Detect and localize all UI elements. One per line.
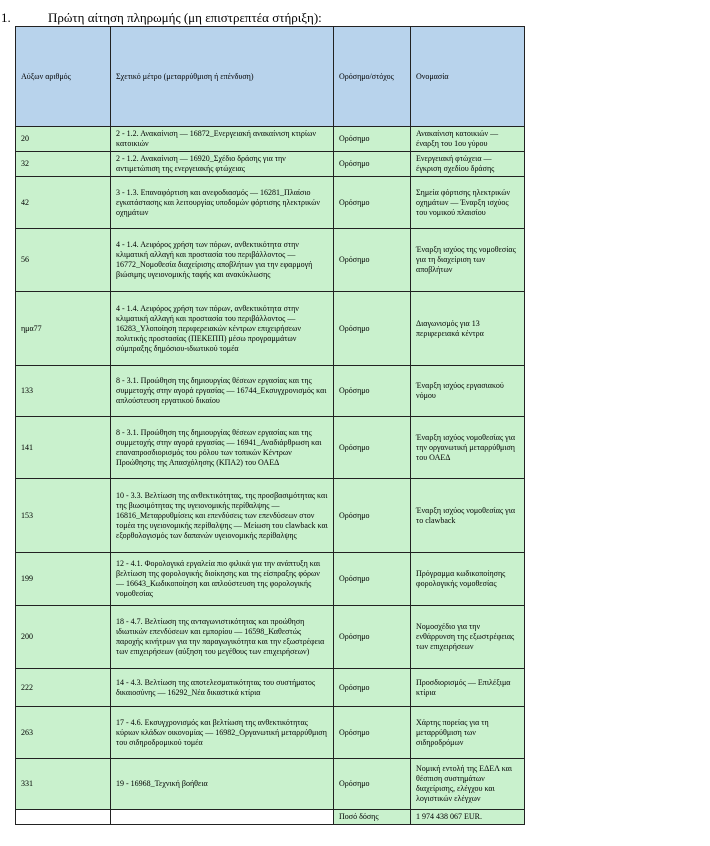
cell-number: 153 [16, 479, 111, 553]
cell-number: 331 [16, 759, 111, 810]
cell-number: 56 [16, 229, 111, 292]
header-name: Ονομασία [411, 27, 525, 127]
cell-type: Ορόσημο [334, 366, 411, 417]
cell-name: Έναρξη ισχύος νομοθεσίας για την οργανωτική μεταρρύθμιση του ΟΑΕΔ [411, 417, 525, 479]
table-row [16, 292, 525, 366]
cell-name: Έναρξη ισχύος εργασιακού νόμου [411, 366, 525, 417]
cell-measure: 8 - 3.1. Προώθηση της δημιουργίας θέσεων εργασίας και της συμμετοχής στην αγορά εργασίας — 16744_Εκσυγχρονισμός και απλούστευση εργατικού δικαίου [111, 366, 334, 417]
cell-number: 141 [16, 417, 111, 479]
table-row [16, 366, 525, 417]
cell-type: Ορόσημο [334, 759, 411, 810]
section-number: 1. [1, 10, 11, 25]
cell-number: 133 [16, 366, 111, 417]
total-amount-value: 1 974 438 067 EUR. [411, 810, 525, 825]
cell-number: 199 [16, 553, 111, 606]
cell-measure: 2 - 1.2. Ανακαίνιση — 16872_Ενεργειακή ανακαίνιση κτιρίων κατοικιών [111, 127, 334, 152]
cell-measure: 12 - 4.1. Φορολογικά εργαλεία πιο φιλικά για την ανάπτυξη και βελτίωση της φορολογικής διοίκησης και της είσπραξης φόρων — 16643_Κωδικοποίηση και απλούστευση της φορολογικής νομοθεσίας [111, 553, 334, 606]
table-row [16, 417, 525, 479]
footer-empty-cell [111, 810, 334, 825]
table-footer-row [16, 810, 525, 825]
cell-type: Ορόσημο [334, 707, 411, 759]
table-row [16, 759, 525, 810]
cell-type: Ορόσημο [334, 606, 411, 669]
cell-name: Έναρξη ισχύος νομοθεσίας για το clawback [411, 479, 525, 553]
cell-type: Ορόσημο [334, 152, 411, 177]
cell-measure: 19 - 16968_Τεχνική βοήθεια [111, 759, 334, 810]
cell-measure: 3 - 1.3. Επαναφόρτιση και ανεφοδιασμός — 16281_Πλαίσιο εγκατάστασης και λειτουργίας υποδομών φόρτισης ηλεκτρικών οχημάτων [111, 177, 334, 229]
table-row [16, 479, 525, 553]
table-header-row [16, 27, 525, 127]
cell-type: Ορόσημο [334, 417, 411, 479]
cell-name: Ανακαίνιση κατοικιών — έναρξη του 1ου γύρου [411, 127, 525, 152]
cell-type: Ορόσημο [334, 177, 411, 229]
cell-measure: 10 - 3.3. Βελτίωση της ανθεκτικότητας, της προσβασιμότητας και της βιωσιμότητας της υγειονομικής περίθαλψης — 16816_Μεταρρυθμίσεις και επενδύσεις των επενδύσεων στον τομέα της υγειονομικής περίθαλψης — Μείωση του clawback και εξορθολογισμός των δαπανών υγειονομικής περίθαλψης [111, 479, 334, 553]
cell-name: Έναρξη ισχύος της νομοθεσίας για τη διαχείριση των αποβλήτων [411, 229, 525, 292]
table-row [16, 127, 525, 152]
header-number: Αύξων αριθμός [16, 27, 111, 127]
footer-empty-cell [16, 810, 111, 825]
cell-name: Χάρτης πορείας για τη μεταρρύθμιση των σιδηροδρόμων [411, 707, 525, 759]
cell-type: Ορόσημο [334, 229, 411, 292]
cell-measure: 18 - 4.7. Βελτίωση της ανταγωνιστικότητας και προώθηση ιδιωτικών επενδύσεων και εμπορίου — 16598_Καθεστώς παροχής κινήτρων για την παραγωγικότητα και την εξωστρέφεια των επιχειρήσεων (αύξηση του μεγέθους των επιχειρήσεων) [111, 606, 334, 669]
header-measure: Σχετικό μέτρο (μεταρρύθμιση ή επένδυση) [111, 27, 334, 127]
header-milestone: Ορόσημο/στόχος [334, 27, 411, 127]
payment-request-table [15, 26, 525, 825]
cell-measure: 4 - 1.4. Αειφόρος χρήση των πόρων, ανθεκτικότητα στην κλιματική αλλαγή και προστασία του περιβάλλοντος — 16283_Υλοποίηση περιφερειακών κέντρων επιχειρήσεων πολιτικής προστασίας (ΠΕΚΕΠΠ) μέσω προγραμμάτων σύμπραξης δημόσιου-ιδιωτικού τομέα [111, 292, 334, 366]
table-row [16, 177, 525, 229]
table-row [16, 553, 525, 606]
cell-measure: 14 - 4.3. Βελτίωση της αποτελεσματικότητας του συστήματος δικαιοσύνης — 16292_Νέα δικαστικά κτίρια [111, 669, 334, 707]
cell-name: Ενεργειακή φτώχεια — έγκριση σχεδίου δράσης [411, 152, 525, 177]
cell-number: ημα77 [16, 292, 111, 366]
cell-name: Διαγωνισμός για 13 περιφερειακά κέντρα [411, 292, 525, 366]
cell-name: Προσδιορισμός — Επιλέξιμα κτίρια [411, 669, 525, 707]
cell-number: 20 [16, 127, 111, 152]
table-row [16, 606, 525, 669]
table-row [16, 229, 525, 292]
cell-name: Πρόγραμμα κωδικοποίησης φορολογικής νομοθεσίας [411, 553, 525, 606]
cell-name: Σημεία φόρτισης ηλεκτρικών οχημάτων — Έναρξη ισχύος του νομικού πλαισίου [411, 177, 525, 229]
cell-type: Ορόσημο [334, 669, 411, 707]
cell-type: Ορόσημο [334, 292, 411, 366]
cell-type: Ορόσημο [334, 127, 411, 152]
cell-measure: 4 - 1.4. Αειφόρος χρήση των πόρων, ανθεκτικότητα στην κλιματική αλλαγή και προστασία του περιβάλλοντος — 16772_Νομοθεσία διαχείρισης αποβλήτων για την εφαρμογή βιώσιμης υγειονομικής ταφής και ανακύκλωσης [111, 229, 334, 292]
table-row [16, 669, 525, 707]
cell-number: 263 [16, 707, 111, 759]
cell-type: Ορόσημο [334, 553, 411, 606]
section-title: Πρώτη αίτηση πληρωμής (μη επιστρεπτέα στήριξη): [48, 10, 322, 25]
table-row [16, 707, 525, 759]
cell-name: Νομική εντολή της ΕΔΕΛ και θέσπιση συστημάτων διαχείρισης, ελέγχου και λογιστικών ελέγχων [411, 759, 525, 810]
total-amount-label: Ποσό δόσης [334, 810, 411, 825]
cell-measure: 8 - 3.1. Προώθηση της δημιουργίας θέσεων εργασίας και της συμμετοχής στην αγορά εργασίας — 16941_Αναδιάρθρωση και επαναπροσδιορισμός του ρόλου των τοπικών Κέντρων Προώθησης της Απασχόλησης (ΚΠΑ2) του ΟΑΕΔ [111, 417, 334, 479]
cell-number: 222 [16, 669, 111, 707]
table-row [16, 152, 525, 177]
cell-number: 32 [16, 152, 111, 177]
cell-number: 200 [16, 606, 111, 669]
cell-number: 42 [16, 177, 111, 229]
cell-measure: 17 - 4.6. Εκσυγχρονισμός και βελτίωση της ανθεκτικότητας κύριων κλάδων οικονομίας — 16982_Οργανωτική μεταρρύθμιση του σιδηροδρομικού τομέα [111, 707, 334, 759]
cell-type: Ορόσημο [334, 479, 411, 553]
cell-measure: 2 - 1.2. Ανακαίνιση — 16920_Σχέδιο δράσης για την αντιμετώπιση της ενεργειακής φτώχειας [111, 152, 334, 177]
cell-name: Νομοσχέδιο για την ενθάρρυνση της εξωστρέφειας των επιχειρήσεων [411, 606, 525, 669]
